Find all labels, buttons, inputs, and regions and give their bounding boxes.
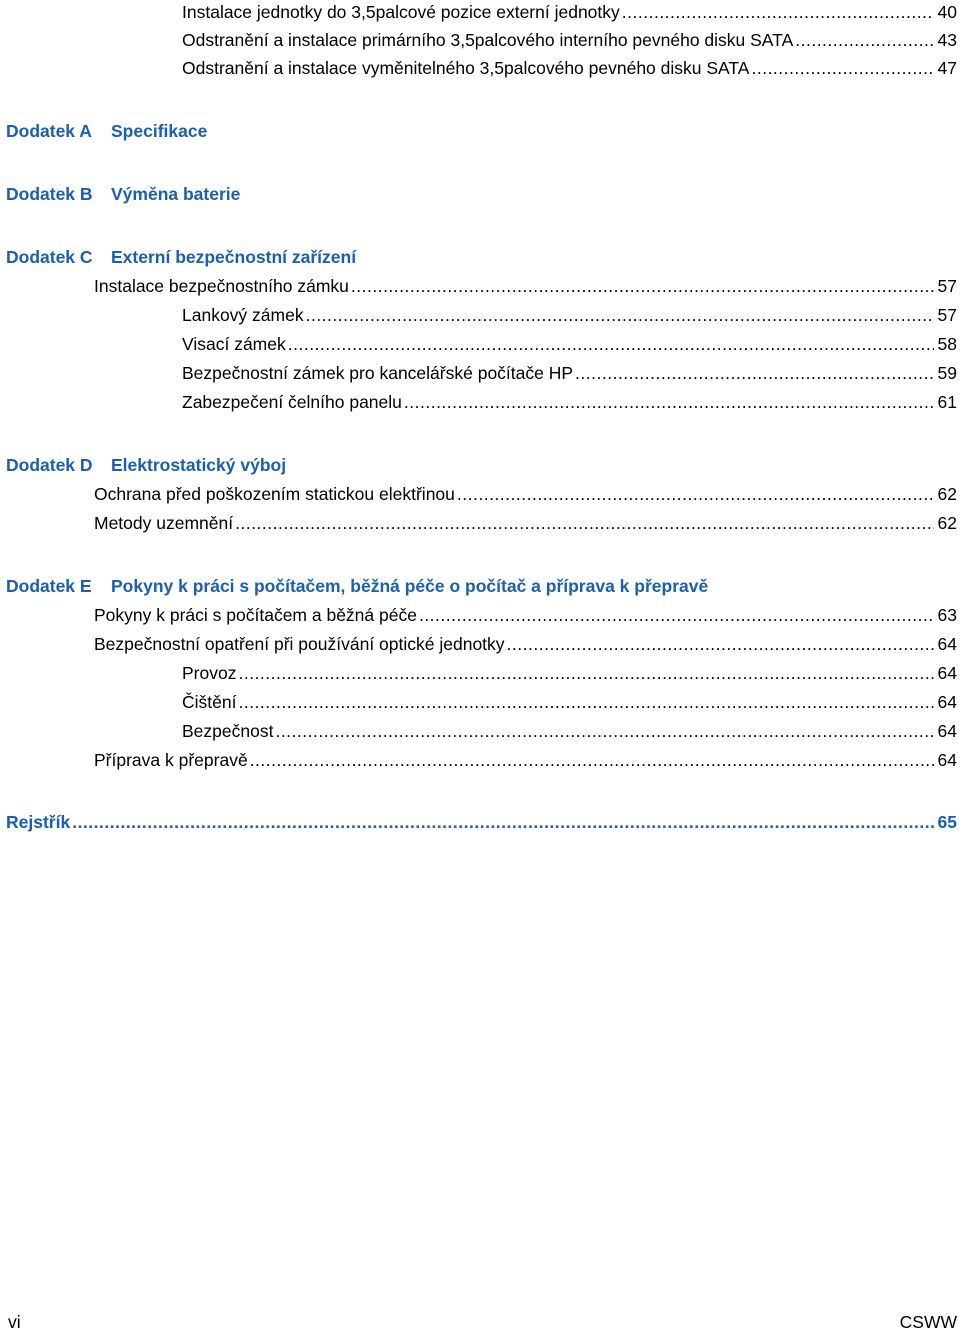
toc-entry[interactable] <box>182 391 957 413</box>
toc-entry[interactable] <box>94 512 957 534</box>
toc-entry-title: Provoz <box>182 663 237 683</box>
toc-entry-page: 62 <box>937 484 957 504</box>
toc-entry-title: Bezpečnostní zámek pro kancelářské počítače HP <box>182 363 574 383</box>
toc-entry[interactable] <box>94 633 957 655</box>
toc-entry-title: Ochrana před poškozením statickou elektřinou <box>94 484 455 504</box>
toc-entry-page: 59 <box>937 363 957 383</box>
appendix-c-heading[interactable] <box>6 245 356 269</box>
dot-leader <box>250 749 934 771</box>
dot-leader <box>275 720 933 742</box>
appendix-e-heading[interactable] <box>6 574 708 598</box>
appendix-label: Dodatek B <box>6 184 93 204</box>
dot-leader <box>575 362 933 384</box>
toc-entry-title: Metody uzemnění <box>94 513 234 533</box>
appendix-title: Specifikace <box>111 121 208 141</box>
appendix-title: Elektrostatický výboj <box>111 455 287 475</box>
dot-leader <box>238 691 933 713</box>
appendix-label: Dodatek E <box>6 576 92 596</box>
toc-entry-page: 64 <box>937 750 957 770</box>
appendix-title: Externí bezpečnostní zařízení <box>111 247 357 267</box>
dot-leader <box>751 57 933 79</box>
toc-entry[interactable] <box>182 1 957 23</box>
toc-entry[interactable] <box>182 333 957 355</box>
dot-leader <box>457 483 934 505</box>
toc-entry-title: Zabezpečení čelního panelu <box>182 392 402 412</box>
toc-entry[interactable] <box>182 691 957 713</box>
toc-entry-page: 64 <box>937 721 957 741</box>
toc-entry-page: 40 <box>937 2 957 22</box>
appendix-label: Dodatek C <box>6 247 93 267</box>
toc-entry-title: Bezpečnost <box>182 721 274 741</box>
toc-entry[interactable] <box>94 749 957 771</box>
toc-entry-title: Pokyny k práci s počítačem a běžná péče <box>94 605 417 625</box>
toc-entry[interactable] <box>94 483 957 505</box>
dot-leader <box>351 275 934 297</box>
appendix-label: Dodatek A <box>6 121 92 141</box>
dot-leader <box>238 662 933 684</box>
toc-entry-page: 57 <box>937 305 957 325</box>
toc-entry-title: Čištění <box>182 692 237 712</box>
dot-leader <box>72 811 933 833</box>
appendix-label: Dodatek D <box>6 455 93 475</box>
dot-leader <box>622 1 934 23</box>
toc-entry-title: Rejstřík <box>6 812 71 832</box>
dot-leader <box>404 391 934 413</box>
appendix-b-heading[interactable] <box>6 182 240 206</box>
appendix-d-heading[interactable] <box>6 453 286 477</box>
footer-code: CSWW <box>899 1312 957 1332</box>
toc-entry[interactable] <box>182 304 957 326</box>
footer-page-number: vi <box>8 1312 21 1332</box>
toc-entry-page: 58 <box>937 334 957 354</box>
appendix-title: Pokyny k práci s počítačem, běžná péče o počítač a příprava k přepravě <box>111 576 709 596</box>
toc-entry[interactable] <box>182 362 957 384</box>
toc-entry-page: 43 <box>937 30 957 50</box>
toc-entry-page: 57 <box>937 276 957 296</box>
dot-leader <box>795 29 933 51</box>
toc-entry-title: Lankový zámek <box>182 305 304 325</box>
toc-entry-title: Instalace jednotky do 3,5palcové pozice externí jednotky <box>182 2 620 22</box>
toc-entry-page: 47 <box>937 58 957 78</box>
toc-entry-page: 62 <box>937 513 957 533</box>
toc-entry-page: 64 <box>937 692 957 712</box>
toc-entry[interactable] <box>182 29 957 51</box>
toc-index-entry[interactable] <box>6 811 957 833</box>
toc-entry-page: 65 <box>937 812 957 832</box>
toc-entry-page: 63 <box>937 605 957 625</box>
toc-entry-title: Instalace bezpečnostního zámku <box>94 276 349 296</box>
appendix-title: Výměna baterie <box>111 184 241 204</box>
toc-entry[interactable] <box>182 57 957 79</box>
dot-leader <box>507 633 934 655</box>
dot-leader <box>306 304 934 326</box>
toc-entry-page: 64 <box>937 663 957 683</box>
appendix-a-heading[interactable] <box>6 119 207 143</box>
dot-leader <box>419 604 934 626</box>
toc-entry[interactable] <box>94 604 957 626</box>
toc-entry-title: Bezpečnostní opatření při používání optické jednotky <box>94 634 505 654</box>
dot-leader <box>235 512 933 534</box>
toc-entry-title: Odstranění a instalace vyměnitelného 3,5palcového pevného disku SATA <box>182 58 750 78</box>
toc-entry-title: Příprava k přepravě <box>94 750 248 770</box>
toc-entry-page: 64 <box>937 634 957 654</box>
toc-entry[interactable] <box>94 275 957 297</box>
toc-entry[interactable] <box>182 720 957 742</box>
toc-entry[interactable] <box>182 662 957 684</box>
toc-entry-title: Odstranění a instalace primárního 3,5palcového interního pevného disku SATA <box>182 30 794 50</box>
dot-leader <box>288 333 934 355</box>
toc-entry-page: 61 <box>937 392 957 412</box>
toc-entry-title: Visací zámek <box>182 334 286 354</box>
